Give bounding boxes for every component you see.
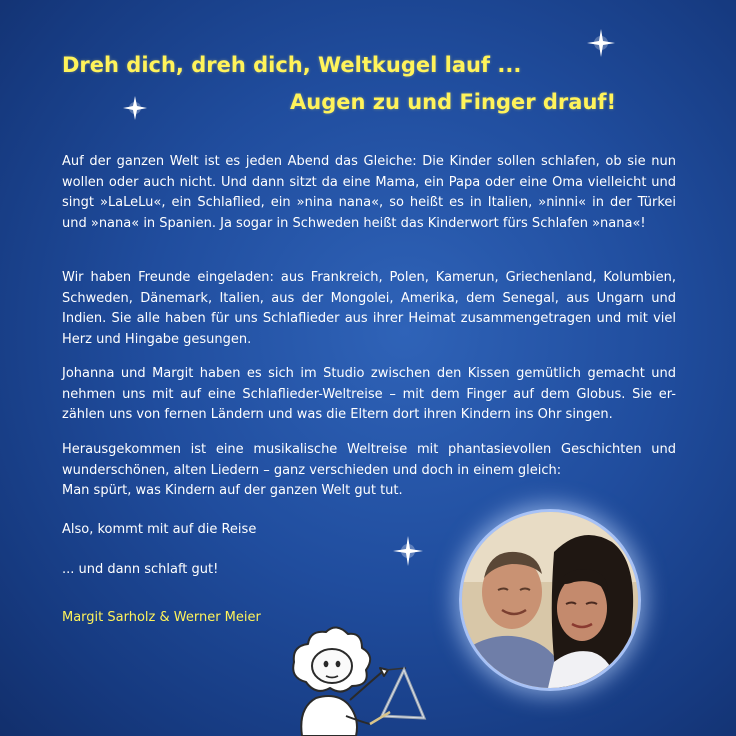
sparkle-star-icon <box>586 28 616 58</box>
paragraph-friends: Wir haben Freunde eingeladen: aus Frankreich, Polen, Kamerun, Griechenland, Kolumbien, Schweden, Dänemark, Italien, aus der Mongolei, Amerika, dem Senegal, aus Ungarn und Indien. Sie alle haben für uns Schlaflieder aus ihrer Heimat zusammengetragen und mit viel Herz und Hingabe gesungen. <box>62 270 676 347</box>
paragraph-studio: Johanna und Margit haben es sich im Studio zwischen den Kissen gemütlich gemacht und nehmen uns mit auf eine Schlaflieder-Weltreise – mit dem Finger auf dem Globus. Sie er-zählen uns von fernen Ländern und was die Eltern dort ihren Kindern ins Ohr singen. <box>62 366 676 422</box>
sheep-illustration <box>286 612 436 736</box>
paragraph-result <box>62 440 676 502</box>
paragraph-result-text: Herausgekommen ist eine musikalische Weltreise mit phantasievollen Geschichten und wunderschönen, alten Liedern – ganz verschieden und doch in einem gleich: <box>62 442 676 478</box>
headline-line-1: Dreh dich, dreh dich, Weltkugel lauf ... <box>62 53 522 77</box>
headline-line-2: Augen zu und Finger drauf! <box>290 90 617 114</box>
paragraph-result-last-line: Man spürt, was Kindern auf der ganzen Welt gut tut. <box>62 483 403 498</box>
paragraph-goodnight: ... und dann schlaft gut! <box>62 562 219 577</box>
author-signature: Margit Sarholz & Werner Meier <box>62 610 261 625</box>
sparkle-star-icon <box>122 95 148 121</box>
authors-photo <box>462 512 638 688</box>
paragraph-invitation: Also, kommt mit auf die Reise <box>62 522 257 537</box>
paragraph-intro: Auf der ganzen Welt ist es jeden Abend das Gleiche: Die Kinder sollen schlafen, ob sie nun wollen oder auch nicht. Und dann sitzt da eine Mama, ein Papa oder eine Oma vielleicht und singt »LaLeLu«, ein Schlaflied, ein »nina nana«, so heißt es in Italien, »ninni« in der Türkei und »nana« in Spanien. Ja sogar in Schweden heißt das Kinderwort fürs Schlafen »nana«! <box>62 154 676 231</box>
